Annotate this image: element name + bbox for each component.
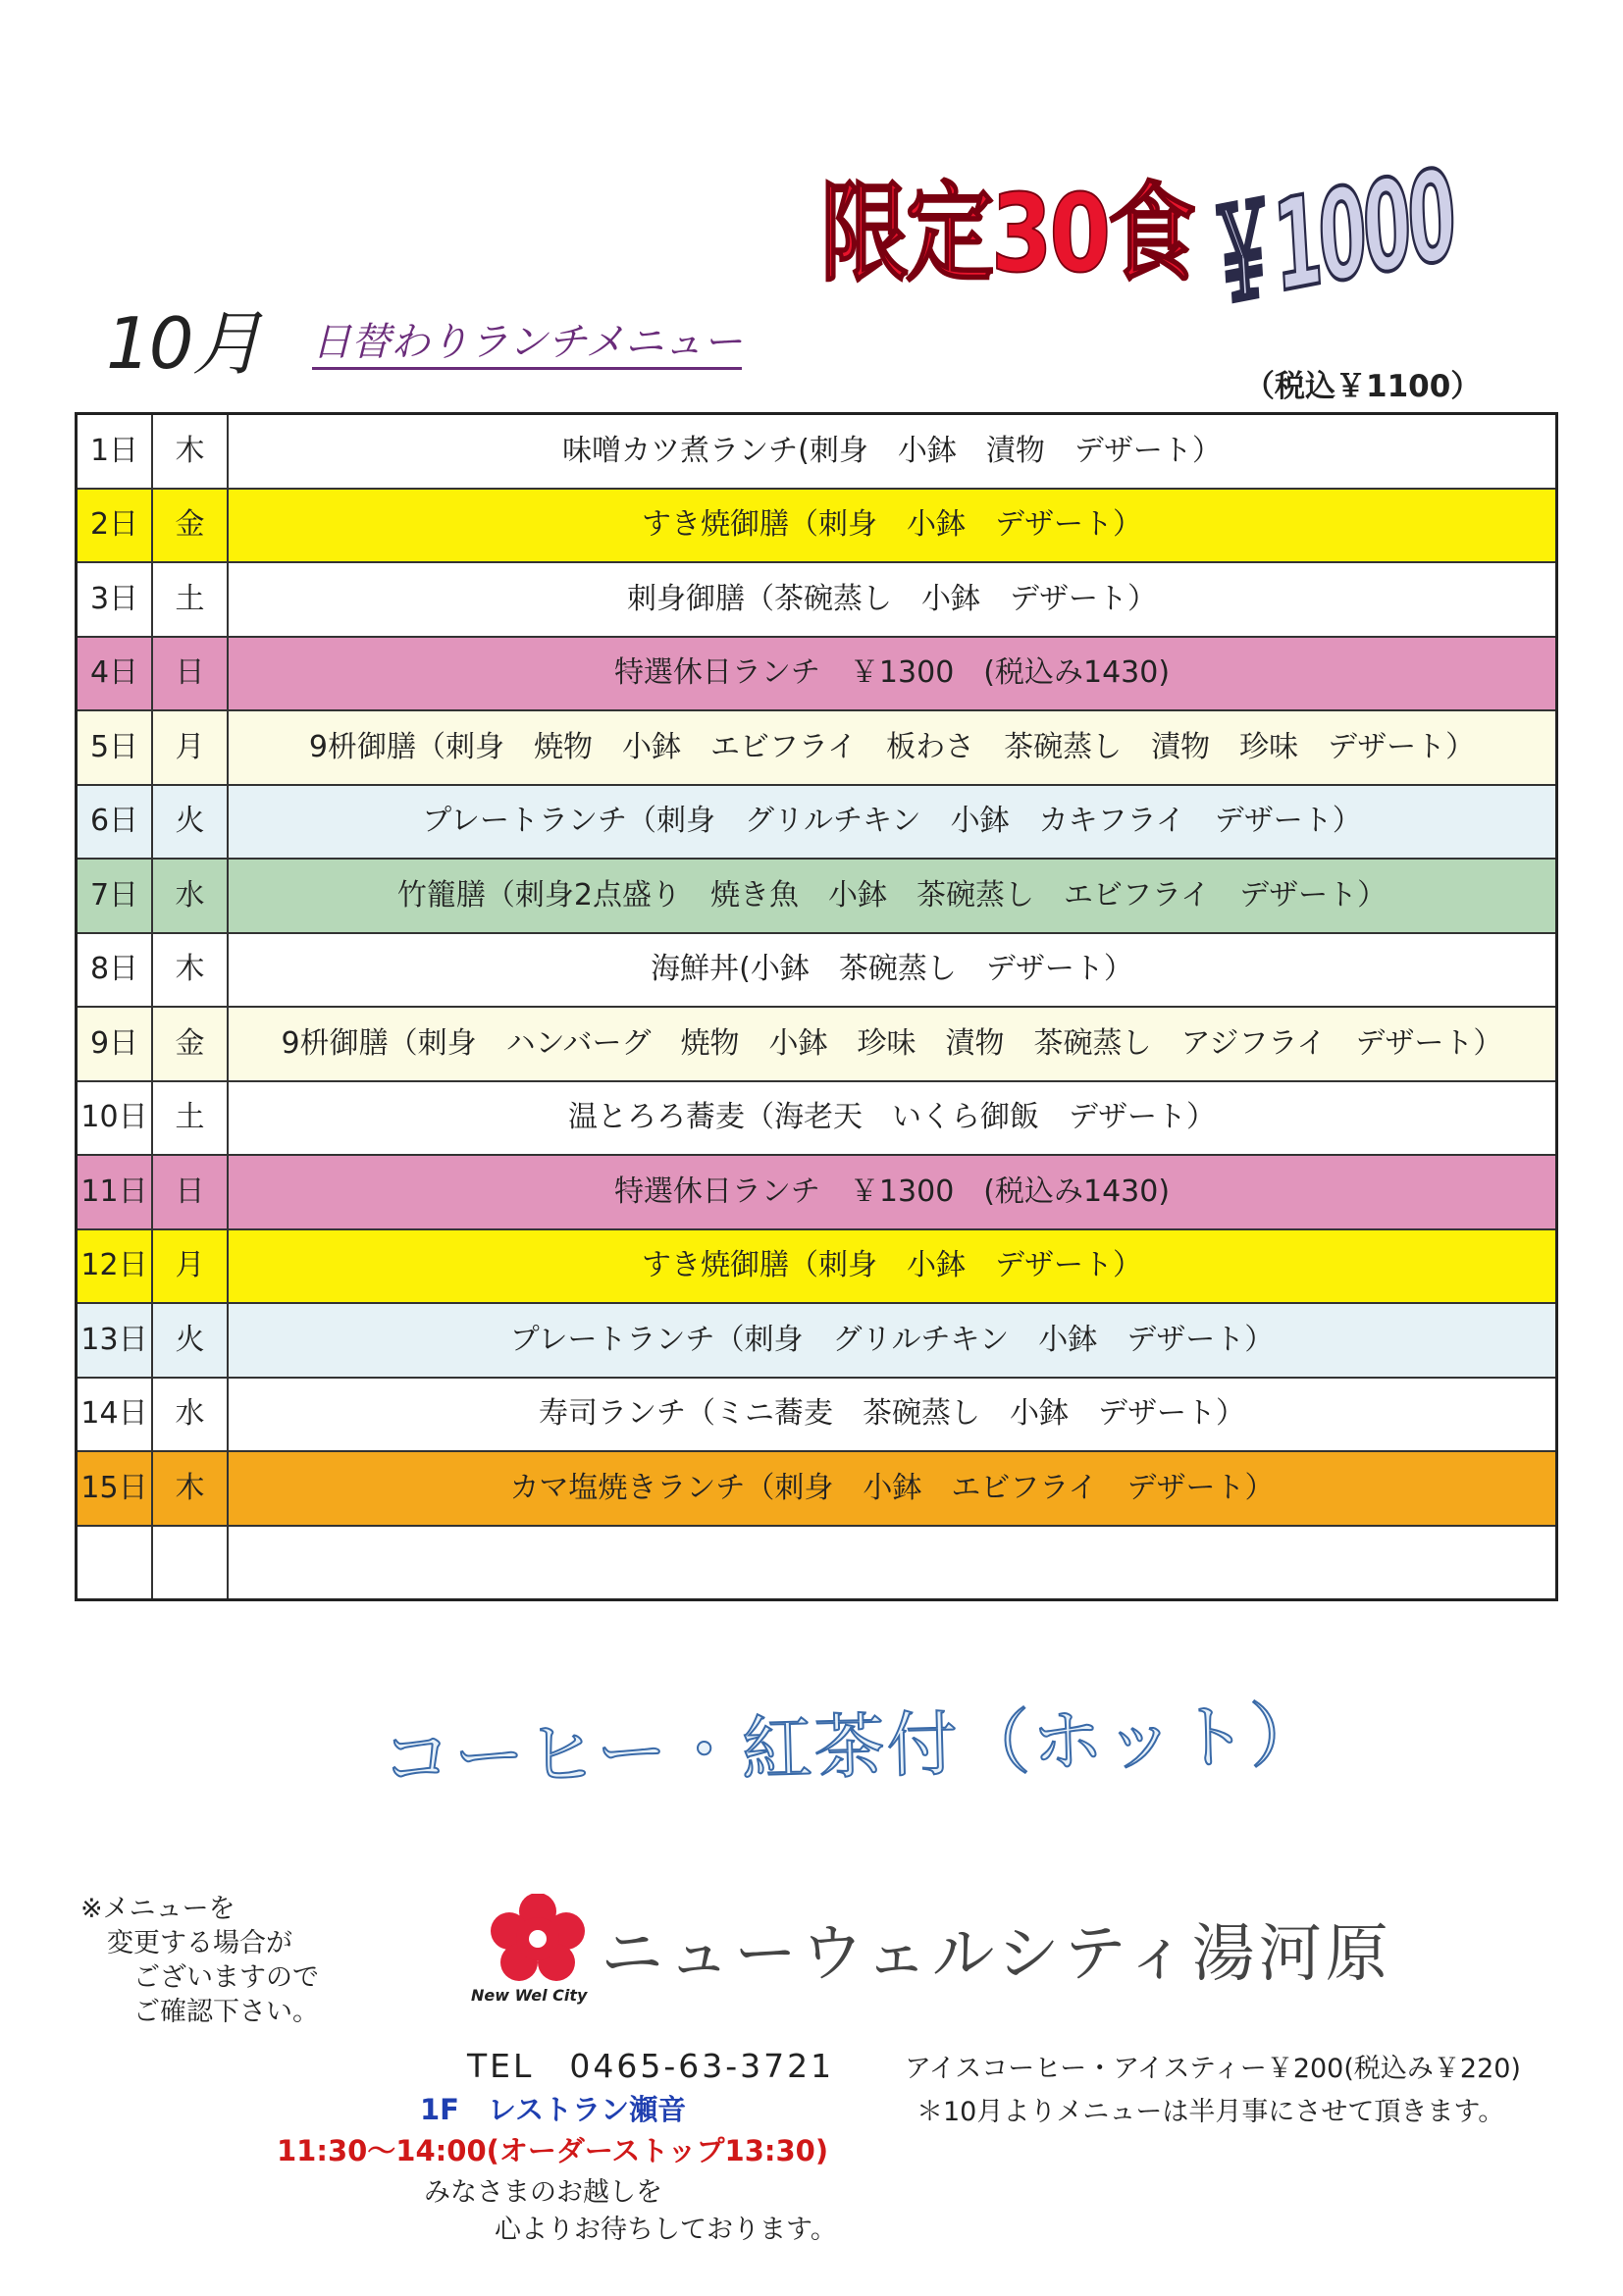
menu-day-of-week: 水 — [152, 859, 228, 933]
menu-day-of-week: 火 — [152, 1303, 228, 1378]
menu-row — [77, 1303, 1557, 1378]
menu-table-body — [77, 414, 1557, 1600]
menu-day-of-week: 水 — [152, 1378, 228, 1452]
menu-row — [77, 1526, 1557, 1600]
limited-quantity-banner: 限定30食 — [820, 171, 1193, 296]
menu-description: 味噌カツ煮ランチ(刺身 小鉢 漬物 デザート） — [228, 414, 1557, 489]
menu-day-of-week: 木 — [152, 933, 228, 1008]
menu-row — [77, 710, 1557, 785]
menu-date: 1日 — [77, 414, 153, 489]
welcome-line-1: みなさまのお越しを — [424, 2177, 662, 2208]
menu-row — [77, 637, 1557, 711]
menu-date: 12日 — [77, 1229, 153, 1304]
menu-date: 7日 — [77, 859, 153, 933]
menu-row — [77, 1007, 1557, 1081]
menu-day-of-week: 木 — [152, 1451, 228, 1526]
iced-drinks-price: アイスコーヒー・アイスティー￥200(税込み￥220) — [905, 2054, 1521, 2084]
opening-hours: 11:30～14:00(オーダーストップ13:30) — [277, 2134, 829, 2167]
menu-description: 刺身御膳（茶碗蒸し 小鉢 デザート） — [228, 562, 1557, 637]
menu-description: 特選休日ランチ ￥1300 (税込み1430) — [228, 1155, 1557, 1229]
menu-description — [228, 1526, 1557, 1600]
menu-description: 竹籠膳（刺身2点盛り 焼き魚 小鉢 茶碗蒸し エビフライ デザート） — [228, 859, 1557, 933]
drink-included-note: コーヒー・紅茶付（ホット） — [380, 1693, 1324, 1800]
menu-title: 日替わりランチメニュー — [312, 320, 742, 370]
month-heading: 10月 — [106, 302, 261, 385]
menu-day-of-week: 日 — [152, 637, 228, 711]
menu-row — [77, 785, 1557, 860]
menu-date: 4日 — [77, 637, 153, 711]
menu-day-of-week: 土 — [152, 562, 228, 637]
menu-date: 13日 — [77, 1303, 153, 1378]
menu-date: 2日 — [77, 489, 153, 563]
menu-row — [77, 1229, 1557, 1304]
menu-date: 8日 — [77, 933, 153, 1008]
menu-row — [77, 1451, 1557, 1526]
menu-row — [77, 1081, 1557, 1156]
menu-day-of-week: 土 — [152, 1081, 228, 1156]
menu-row — [77, 933, 1557, 1008]
logo-wordmark: New Wel City — [471, 1986, 588, 2005]
menu-date: 9日 — [77, 1007, 153, 1081]
menu-date: 6日 — [77, 785, 153, 860]
menu-description: 温とろろ蕎麦（海老天 いくら御飯 デザート） — [228, 1081, 1557, 1156]
lunch-menu-table — [75, 412, 1558, 1601]
menu-day-of-week: 金 — [152, 489, 228, 563]
menu-description: 寿司ランチ（ミニ蕎麦 茶碗蒸し 小鉢 デザート） — [228, 1378, 1557, 1452]
menu-row — [77, 562, 1557, 637]
menu-description: 特選休日ランチ ￥1300 (税込み1430) — [228, 637, 1557, 711]
menu-day-of-week: 木 — [152, 414, 228, 489]
menu-day-of-week: 月 — [152, 1229, 228, 1304]
menu-description: カマ塩焼きランチ（刺身 小鉢 エビフライ デザート） — [228, 1451, 1557, 1526]
menu-change-notice: ※メニューを 変更する場合が ございますので ご確認下さい。 — [80, 1894, 319, 2027]
menu-date: 5日 — [77, 710, 153, 785]
menu-description: プレートランチ（刺身 グリルチキン 小鉢 デザート） — [228, 1303, 1557, 1378]
menu-description: 9枡御膳（刺身 焼物 小鉢 エビフライ 板わさ 茶碗蒸し 漬物 珍味 デザート） — [228, 710, 1557, 785]
menu-row — [77, 489, 1557, 563]
plum-blossom-logo-icon — [485, 1894, 591, 1988]
menu-row — [77, 859, 1557, 933]
menu-date: 10日 — [77, 1081, 153, 1156]
menu-row — [77, 1155, 1557, 1229]
menu-day-of-week: 火 — [152, 785, 228, 860]
half-month-menu-note: ＊10月よりメニューは半月事にさせて頂きます。 — [916, 2097, 1505, 2127]
price-with-tax: （税込￥1100） — [1244, 369, 1482, 404]
menu-row — [77, 1378, 1557, 1452]
menu-date: 15日 — [77, 1451, 153, 1526]
menu-date: 11日 — [77, 1155, 153, 1229]
menu-day-of-week — [152, 1526, 228, 1600]
menu-description: 海鮮丼(小鉢 茶碗蒸し デザート） — [228, 933, 1557, 1008]
restaurant-name: 1F レストラン瀬音 — [420, 2093, 687, 2126]
menu-row — [77, 414, 1557, 489]
menu-description: すき焼御膳（刺身 小鉢 デザート） — [228, 1229, 1557, 1304]
company-name: ニューウェルシティ湯河原 — [601, 1918, 1392, 1991]
menu-date — [77, 1526, 153, 1600]
menu-date: 3日 — [77, 562, 153, 637]
menu-description: 9枡御膳（刺身 ハンバーグ 焼物 小鉢 珍味 漬物 茶碗蒸し アジフライ デザート） — [228, 1007, 1557, 1081]
menu-day-of-week: 月 — [152, 710, 228, 785]
telephone: TEL 0465-63-3721 — [467, 2047, 835, 2085]
menu-description: すき焼御膳（刺身 小鉢 デザート） — [228, 489, 1557, 563]
menu-description: プレートランチ（刺身 グリルチキン 小鉢 カキフライ デザート） — [228, 785, 1557, 860]
welcome-line-2: 心よりお待ちしております。 — [495, 2215, 837, 2245]
price-banner: ￥1000 — [1204, 141, 1457, 335]
menu-date: 14日 — [77, 1378, 153, 1452]
menu-day-of-week: 金 — [152, 1007, 228, 1081]
menu-day-of-week: 日 — [152, 1155, 228, 1229]
